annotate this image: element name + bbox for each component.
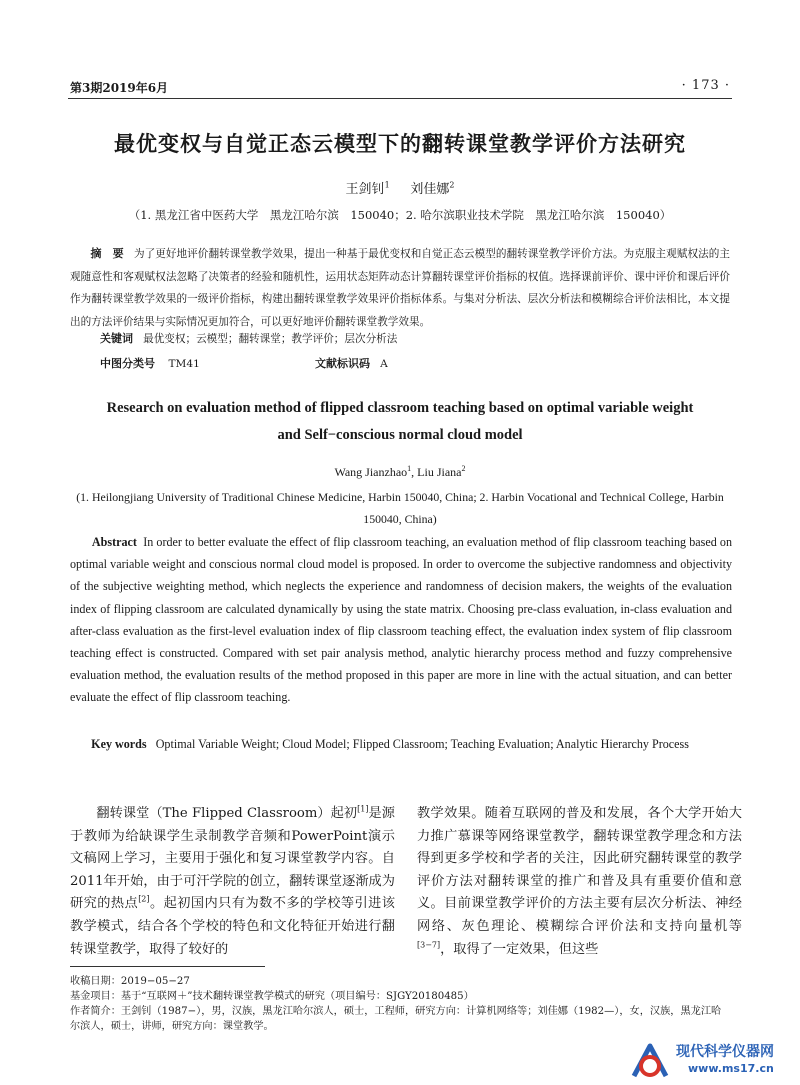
en-author-2: Liu Jiana <box>417 465 462 479</box>
english-authors <box>0 465 800 480</box>
chinese-authors <box>0 178 800 197</box>
footnote-fund: 基金项目：基于“互联网＋”技术翻转课堂教学模式的研究（项目编号：SJGY20180485） <box>70 991 474 1002</box>
document-code-label: 文献标识码 <box>315 357 370 370</box>
chinese-keywords-text: 最优变权；云模型；翻转课堂；教学评价；层次分析法 <box>143 333 398 345</box>
citation-2: [2] <box>138 894 150 904</box>
english-abstract-label: Abstract <box>91 535 137 549</box>
body-right-text-1: 教学效果。随着互联网的普及和发展，各个大学开始大力推广慕课等网络课堂教学，翻转课堂教学理念和方法得到更多学校和学者的关注，因此研究翻转课堂的教学评价方法对翻转课堂的推广和普及具有重要价值和意义。目前课堂教学评价的方法主要有层次分析法、神经网络、灰色理论、模糊综合评价法和支持向量机等 <box>417 806 742 934</box>
chinese-abstract-label: 摘 要 <box>90 247 124 260</box>
english-abstract <box>70 531 732 709</box>
footnote-author-bio: 作者简介：王剑钊（1987−），男，汉族，黑龙江哈尔滨人，硕士，工程师，研究方向：计算机网络等；刘佳娜（1982—），女，汉族，黑龙江哈尔滨人，硕士，讲师，研究方向：课堂教学。 <box>70 1006 722 1032</box>
english-keywords <box>70 733 732 755</box>
footnote-received: 收稿日期：2019−05−27 <box>70 976 190 987</box>
citation-3: [3−7] <box>417 940 441 950</box>
en-author-1: Wang Jianzhao <box>334 465 408 479</box>
body-left-text-1: 翻转课堂（The Flipped Classroom）起初 <box>96 806 358 821</box>
author-1: 王剑钊 <box>345 182 385 197</box>
site-watermark <box>628 1038 798 1083</box>
footnote-divider <box>70 966 265 967</box>
clc-label: 中图分类号 <box>100 357 155 370</box>
en-author-2-sup: 2 <box>461 464 466 473</box>
issue-date: 第3期2019年6月 <box>70 81 169 95</box>
english-affiliation: (1. Heilongjiang University of Traditional Chinese Medicine, Harbin 150040, China; 2. Harbin Vocational and Technical College, Harbin 150040, China) <box>76 490 724 526</box>
chinese-affiliation: （1. 黑龙江省中医药大学 黑龙江哈尔滨 150040；2. 哈尔滨职业技术学院 黑龙江哈尔滨 150040） <box>128 208 672 222</box>
english-keywords-label: Key words <box>91 737 147 751</box>
author-2-sup: 2 <box>449 180 455 190</box>
chinese-keywords <box>100 330 730 346</box>
body-column-right <box>417 803 742 961</box>
body-column-left <box>70 803 395 961</box>
chinese-keywords-label: 关键词 <box>100 332 133 345</box>
watermark-logo-icon <box>628 1040 674 1082</box>
clc-number <box>100 355 200 371</box>
page-number: · 173 · <box>681 78 730 93</box>
footnotes <box>70 974 730 1034</box>
chinese-title: 最优变权与自觉正态云模型下的翻转课堂教学评价方法研究 <box>114 131 686 156</box>
clc-value: TM41 <box>168 358 200 370</box>
document-code <box>315 355 388 371</box>
author-2: 刘佳娜 <box>410 182 450 197</box>
english-title <box>60 395 740 449</box>
english-title-line-1: Research on evaluation method of flipped classroom teaching based on optimal variable weight <box>106 400 694 416</box>
chinese-abstract <box>70 243 730 333</box>
english-abstract-text: In order to better evaluate the effect of flip classroom teaching, an evaluation method of flip classroom teaching based on optimal variable weight and conscious normal cloud model is proposed. In order to overcome the subjective randomness and objectivity of the subjective weighting method, which neglects the experience and randomness of decision makers, the weights of the evaluation index of flipping classroom are calculated dynamically by using the state matrix. Choosing pre-class evaluation, in-class evaluation and after-class evaluation as the first-level evaluation index of flip classroom teaching effect, the evaluation index system of flip classroom teaching effect is constructed. Compared with set pair analysis method, analytic hierarchy process method and fuzzy comprehensive evaluation method, the evaluation results of the method proposed in this paper are more in line with the actual situation, and can better evaluate the effect of flip classroom teaching. <box>70 535 732 705</box>
body-left-text-2: 是源于教师为给缺课学生录制教学音频和PowerPoint演示文稿网上学习，主要用于强化和复习课堂教学内容。自2011年开始，由于可汗学院的创立，翻转课堂逐渐成为研究的热点 <box>70 806 395 912</box>
en-author-separator: , <box>411 465 418 479</box>
english-keywords-text: Optimal Variable Weight; Cloud Model; Flipped Classroom; Teaching Evaluation; Analytic Hierarchy Process <box>155 737 689 751</box>
watermark-site-name: 现代科学仪器网 <box>676 1044 774 1060</box>
citation-1: [1] <box>357 804 369 814</box>
watermark-url: www.ms17.cn <box>688 1062 774 1075</box>
document-code-value: A <box>380 358 388 370</box>
chinese-abstract-text: 为了更好地评价翻转课堂教学效果，提出一种基于最优变权和自觉正态云模型的翻转课堂教学评价方法。为克服主观赋权法的主观随意性和客观赋权法忽略了决策者的经验和随机性，运用状态矩阵动态计算翻转课堂评价指标的权值。选择课前评价、课中评价和课后评价作为翻转课堂教学效果的一级评价指标，构建出翻转课堂教学效果评价指标体系。与集对分析法、层次分析法和模糊综合评价法相比，本文提出的方法评价结果与实际情况更加符合，可以更好地评价翻转课堂教学效果。 <box>70 248 730 328</box>
body-right-text-2: ，取得了一定效果，但这些 <box>440 941 599 957</box>
body-left-text-3: 。起初国内只有为数不多的学校等引进该教学模式，结合各个学校的特色和文化特征开始进行翻转课堂教学，取得了较好的 <box>70 896 395 957</box>
english-title-line-2: and Self−conscious normal cloud model <box>277 427 523 443</box>
author-1-sup: 1 <box>384 180 390 190</box>
header-divider <box>68 98 732 99</box>
en-author-1-sup: 1 <box>407 464 412 473</box>
